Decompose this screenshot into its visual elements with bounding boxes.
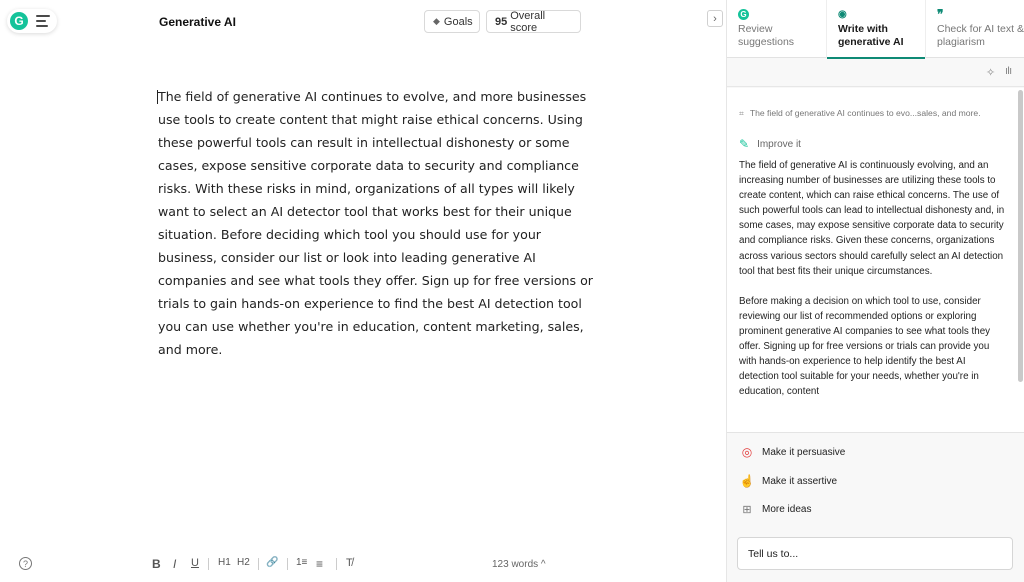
grammarly-logo-icon[interactable]: G <box>10 12 28 30</box>
improve-label: Improve it <box>757 138 801 150</box>
panel-tool-row <box>727 59 1024 87</box>
underline-button[interactable]: U <box>191 557 199 569</box>
tab-check-ai-plagiarism[interactable] <box>925 0 1024 58</box>
menu-icon[interactable] <box>36 15 50 27</box>
tab-review-suggestions[interactable] <box>727 0 826 58</box>
toolbar-divider <box>258 558 259 570</box>
more-ideas-button[interactable] <box>739 500 811 518</box>
document-body[interactable]: The field of generative AI continues to evolve, and more businesses use tools to create content that might raise ethical concerns. Using these powerful tools can result in intellectual dishonesty or some cases, expose sensitive corporate data to security and compliance risks. With these risks in mind, organizations of all types will likely want to select an AI detector tool that works best for their unique situation. Before deciding which tool you should use for your business, consider our list or look into leading generative AI companies and see what tools they offer. Sign up for free versions or trials to gain hands-on experience to find the best AI detection tool you can use whether you're in education, content marketing, sales, and more. <box>158 85 598 361</box>
action-label: More ideas <box>762 503 812 515</box>
prompt-label <box>739 137 801 151</box>
prompt-input[interactable] <box>737 537 1013 570</box>
generated-paragraph: The field of generative AI is continuously evolving, and an increasing number of businesses are utilizing these tools to create content, which can raise ethical concerns. The use of such powerful tools can lead to intellectual dishonesty and, in some cases, may expose sensitive corporate data to security and compliance risks. Given these concerns, organizations across various sectors should carefully select an AI detection tool that best fits their unique circumstances. <box>739 160 1005 277</box>
action-label: Make it persuasive <box>762 446 846 458</box>
wand-icon: ✎ <box>739 137 750 151</box>
chevron-right-icon: › <box>713 12 717 25</box>
target-icon: ◎ <box>741 445 753 459</box>
scrollbar-thumb[interactable] <box>1018 90 1023 382</box>
hand-icon: ☝ <box>739 474 755 488</box>
panel-tabs <box>727 0 1024 58</box>
generation-result <box>727 88 1024 432</box>
voice-icon[interactable]: ıIı <box>1005 65 1012 77</box>
source-quote-text: The field of generative AI continues to evo...sales, and more. <box>749 108 981 118</box>
generated-text[interactable] <box>739 158 1005 399</box>
tab-label: Review suggestions <box>738 23 795 48</box>
sparkle-icon[interactable]: ✧ <box>986 67 996 79</box>
suggested-actions <box>727 432 1024 526</box>
bold-button[interactable]: B <box>152 557 161 571</box>
make-assertive-button[interactable] <box>739 472 837 490</box>
grammarly-icon: G <box>738 8 826 21</box>
tab-label: Check for AI text & plagiarism <box>937 23 1024 48</box>
goals-button[interactable] <box>424 10 480 33</box>
assistant-panel <box>726 0 1024 582</box>
selection-icon: ⌗ <box>739 108 744 118</box>
formatting-toolbar <box>0 552 726 578</box>
overall-score-button[interactable] <box>486 10 581 33</box>
heading1-button[interactable]: H1 <box>218 557 231 568</box>
tab-label: Write with generative AI <box>838 23 904 48</box>
source-quote <box>739 108 1019 119</box>
collapse-panel-button[interactable] <box>707 10 723 27</box>
heading2-button[interactable]: H2 <box>237 557 250 568</box>
clear-format-icon[interactable]: T̸ <box>346 557 353 569</box>
italic-button[interactable]: I <box>173 557 177 571</box>
bullet-list-icon[interactable]: ≡ <box>316 557 324 571</box>
goals-icon: ◆ <box>433 16 440 26</box>
generated-paragraph: Before making a decision on which tool to use, consider reviewing our list of recommended options or exploring prominent generative AI companies to see what tools they offer. Signing up for free versions or trials can provide you with hands-on experience to help identify the best AI detection tool suitable for your needs, whether you're in education, content <box>739 295 991 398</box>
link-icon[interactable]: 🔗 <box>266 557 279 568</box>
quote-icon: ❞ <box>937 7 944 21</box>
make-persuasive-button[interactable] <box>739 443 845 461</box>
action-label: Make it assertive <box>762 475 838 487</box>
word-count-button[interactable]: 123 words ^ <box>492 559 546 570</box>
goals-label: Goals <box>443 15 473 28</box>
toolbar-divider <box>287 558 288 570</box>
tab-write-generative-ai[interactable] <box>826 0 925 58</box>
score-label: Overall score <box>510 9 546 34</box>
pin-icon: ◉ <box>838 9 847 20</box>
score-value: 95 <box>495 15 508 28</box>
document-title[interactable]: Generative AI <box>159 15 236 29</box>
ordered-list-icon[interactable]: 1≡ <box>296 557 308 568</box>
toolbar-divider <box>208 558 209 570</box>
help-icon[interactable]: ? <box>19 557 32 570</box>
grid-icon: ⊞ <box>742 503 752 516</box>
toolbar-divider <box>336 558 337 570</box>
app-menu-pill[interactable] <box>7 9 57 33</box>
